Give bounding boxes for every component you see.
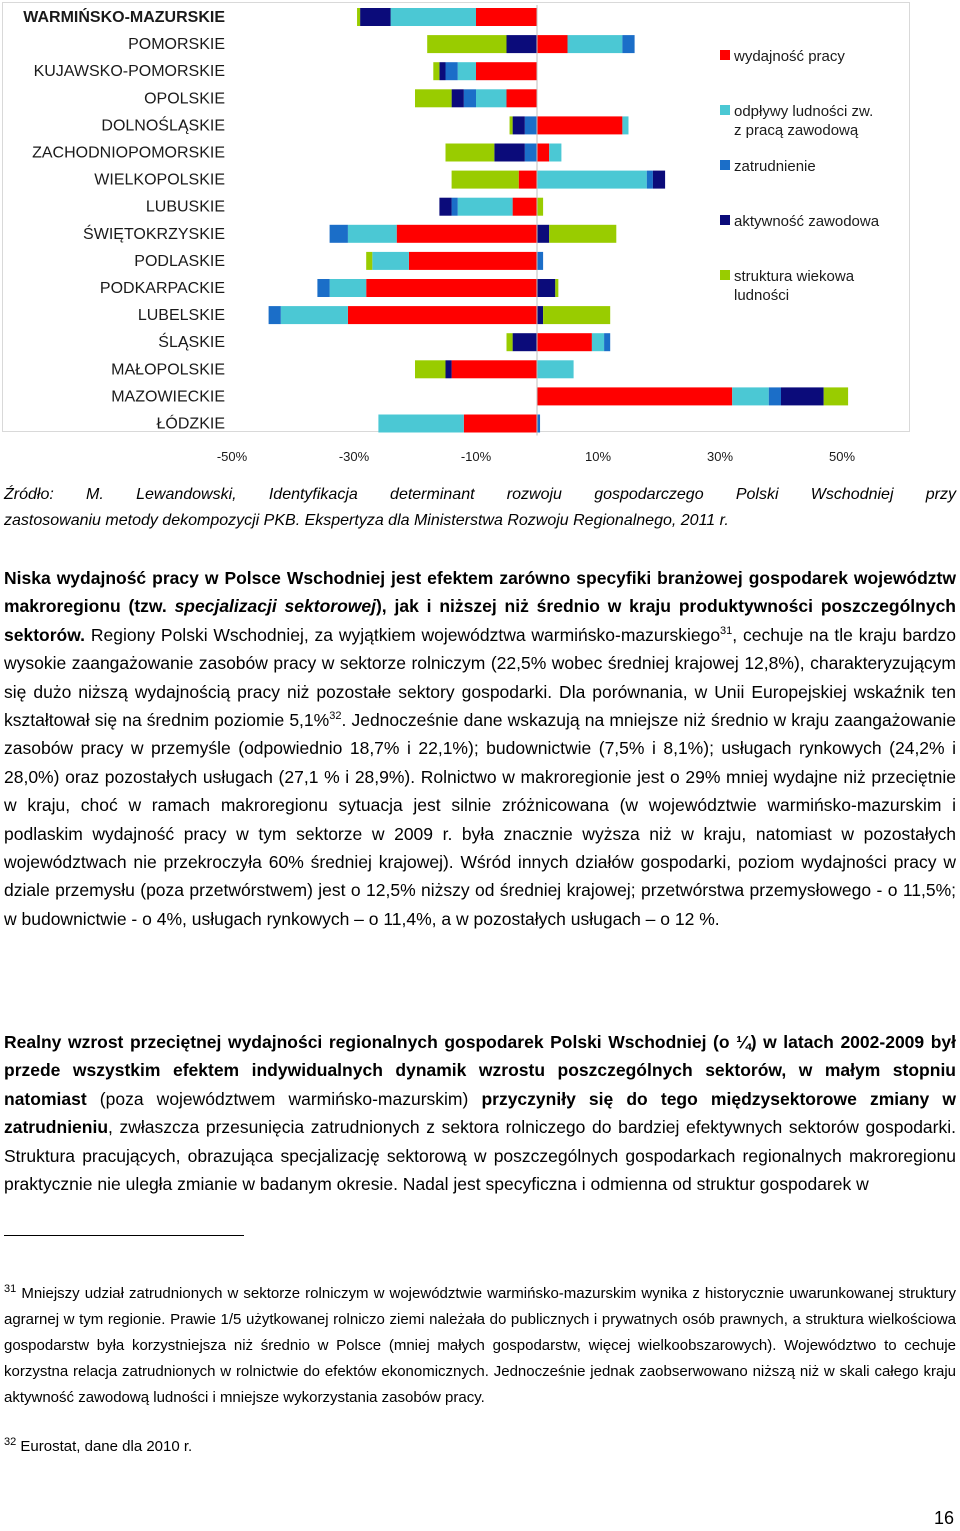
bar-segment xyxy=(446,144,495,162)
bar-segment xyxy=(537,144,549,162)
x-tick-label: 30% xyxy=(706,449,734,464)
bar-segment xyxy=(525,116,537,134)
category-label: PODKARPACKIE xyxy=(99,280,225,297)
bar-segment xyxy=(452,89,464,107)
legend-label: z pracą zawodową xyxy=(734,122,859,139)
bar-segment xyxy=(537,35,568,53)
paragraph-2 xyxy=(4,1028,956,1198)
x-tick-label: -10% xyxy=(460,449,492,464)
bar-segment xyxy=(537,198,543,216)
footnote-31 xyxy=(4,1281,956,1411)
x-tick-label: 10% xyxy=(584,449,612,464)
bar-segment xyxy=(592,333,604,351)
bar-segment xyxy=(781,387,824,405)
legend-label: odpływy ludności zw. xyxy=(734,103,874,120)
bar-segment xyxy=(537,225,549,243)
category-label: ŚLĄSKIE xyxy=(158,334,225,352)
legend-label: struktura wiekowa xyxy=(734,268,855,285)
legend-swatch xyxy=(720,50,730,60)
para2-text-1: (poza województwem warmińsko-mazurskim) xyxy=(86,1088,482,1109)
bar-segment xyxy=(494,144,525,162)
legend-swatch xyxy=(720,215,730,225)
bar-segment xyxy=(647,171,653,189)
bar-segment xyxy=(372,252,409,270)
para2-bold-1: Realny wzrost przeciętnej wydajności regionalnych gospodarek Polski Wschodniej (o ¼) w latach 2002-2009 był przede wszystkim efektem indywidualnych dynamik wzrostu poszczególnych sektorów, w małym stopniu natomiast xyxy=(4,1032,956,1109)
legend-swatch xyxy=(720,105,730,115)
category-label: WARMIŃSKO-MAZURSKIE xyxy=(23,9,225,26)
bar-segment xyxy=(458,198,513,216)
para1-bold-2: ), jak i niższej niż średnio w kraju produktywności poszczególnych sektorów. xyxy=(4,596,956,645)
bar-segment xyxy=(439,62,445,80)
paragraph-1 xyxy=(4,564,956,933)
x-tick-label: -50% xyxy=(216,449,248,464)
bar-segment xyxy=(348,225,397,243)
bar-segment xyxy=(513,116,525,134)
bar-segment xyxy=(622,35,634,53)
legend-label: aktywność zawodowa xyxy=(734,213,880,230)
bar-segment xyxy=(537,306,543,324)
bar-segment xyxy=(378,415,463,433)
bar-segment xyxy=(452,360,537,378)
bar-segment xyxy=(549,144,561,162)
category-label: ŁÓDZKIE xyxy=(156,415,225,433)
figure-source-caption xyxy=(4,482,956,534)
bar-segment xyxy=(555,279,558,297)
category-label: PODLASKIE xyxy=(134,252,225,270)
footnote-32-text: Eurostat, dane dla 2010 r. xyxy=(16,1438,193,1455)
bar-segment xyxy=(330,225,348,243)
bar-segment xyxy=(622,116,628,134)
bar-segment xyxy=(464,89,476,107)
bar-segment xyxy=(537,333,592,351)
category-label: OPOLSKIE xyxy=(144,90,225,108)
bar-segment xyxy=(537,116,622,134)
category-label: ŚWIĘTOKRZYSKIE xyxy=(83,225,225,243)
bar-segment xyxy=(824,387,848,405)
bar-segment xyxy=(348,306,537,324)
category-label: DOLNOŚLĄSKIE xyxy=(101,117,225,135)
bar-segment xyxy=(357,8,360,26)
bar-segment xyxy=(433,62,439,80)
para1-text-2: , cechuje na tle kraju bardzo wysokie zaangażowanie zasobów pracy w sektorze rolniczym (22,5% wobec średniej krajowej 12,8%), charakteryzującym się dużo niższą wydajnością pracy niż pozostałe sektory gospodarki. Dla porównania, w Unii Europejskiej wskaźnik ten kształtował się na średnim poziomie 5,1% xyxy=(4,624,956,731)
category-label: KUJAWSKO-POMORSKIE xyxy=(33,63,225,81)
bar-segment xyxy=(507,333,513,351)
x-tick-label: 50% xyxy=(828,449,856,464)
para1-text-1: Regiony Polski Wschodniej, za wyjątkiem województwa warmińsko-mazurskiego xyxy=(85,624,721,645)
bar-segment xyxy=(568,35,623,53)
bar-segment xyxy=(549,225,616,243)
footnote-rule xyxy=(4,1235,244,1236)
bar-segment xyxy=(537,279,555,297)
bar-segment xyxy=(464,415,537,433)
para1-bold-1: Niska wydajność pracy w Polsce Wschodniej jest efektem zarówno specyfiki branżowej gospodarek województw makroregionu (tzw. xyxy=(4,568,956,617)
bar-segment xyxy=(519,171,537,189)
bar-segment xyxy=(653,171,665,189)
bar-segment xyxy=(537,360,574,378)
category-label: LUBUSKIE xyxy=(145,198,225,216)
chart xyxy=(3,3,911,464)
legend-label: zatrudnienie xyxy=(734,158,816,175)
para1-text-3: . Jednocześnie dane wskazują na mniejsze niż średnio w kraju zaangażowanie zasobów pracy w przemyśle (odpowiednio 18,7% i 22,1%); budownictwie (7,5% i 8,1%); usługach rynkowych (24,2% i 28,0%) oraz pozostałych usługach (27,1 % i 28,9%). Rolnictwo w makroregionie jest o 29% mniej wydajne niż przeciętnie w kraju, choć w ramach makroregionu sytuacja jest silnie zróżnicowana (w województwie warmińsko-mazurskim i podlaskim wydajność pracy w tym sektorze w 2009 r. była znacznie wyższa niż w kraju, natomiast w pozostałych województwach nie przekroczyła 60% średniej krajowej). Wśród innych działów gospodarki, poziom wydajności pracy w dziale przemysłu (poza przetwórstwem) jest o 12,5% niższy od średniej krajowej; przetwórstwa przemysłowego - o 11,5%; w budownictwie - o 4%, usługach rynkowych – o 11,4%, a w pozostałych usługach – o 12 %. xyxy=(4,710,956,929)
bar-segment xyxy=(391,8,476,26)
bar-segment xyxy=(360,8,391,26)
page-number: 16 xyxy=(933,1508,954,1528)
bar-segment xyxy=(537,252,543,270)
bar-segment xyxy=(458,62,476,80)
bar-segment xyxy=(507,89,538,107)
para2-bold-2: przyczyniły się do tego międzysektorowe zmiany w zatrudnieniu xyxy=(4,1088,956,1138)
bar-segment xyxy=(446,360,452,378)
bar-segment xyxy=(769,387,781,405)
bar-segment xyxy=(317,279,329,297)
bar-segment xyxy=(446,62,458,80)
legend-label: wydajność pracy xyxy=(734,48,845,65)
caption-line-1: Źródło: M. Lewandowski, Identyfikacja determinant rozwoju gospodarczego Polski Wschodniej przy xyxy=(4,486,956,503)
category-label: LUBELSKIE xyxy=(137,307,225,325)
bar-segment xyxy=(269,306,281,324)
para2-text-2: , zwłaszcza przesunięcia zatrudnionych z sektora rolniczego do bardziej efektywnych sektorów gospodarki. Struktura pracujących, obrazująca specjalizację sektorową w poszczególnych gospodarkach regionalnych makroregionu praktycznie nie uległa zmianie w badanym okresie. Nadal jest specyficzna i odmienna od struktur gospodarek w xyxy=(4,1117,956,1195)
bar-segment xyxy=(476,89,507,107)
bar-segment xyxy=(525,144,537,162)
bar-segment xyxy=(513,198,537,216)
bar-segment xyxy=(732,387,769,405)
bar-segment xyxy=(439,198,451,216)
bar-segment xyxy=(366,279,537,297)
legend-label: ludności xyxy=(734,287,790,304)
caption-line-2: zastosowaniu metody dekompozycji PKB. Ekspertyza dla Ministerstwa Rozwoju Regionalnego, 2011 r. xyxy=(4,512,729,529)
category-label: WIELKOPOLSKIE xyxy=(94,171,225,189)
bar-segment xyxy=(415,360,446,378)
category-label: ZACHODNIOPOMORSKIE xyxy=(32,144,225,162)
bar-segment xyxy=(415,89,452,107)
bar-segment xyxy=(397,225,537,243)
bar-segment xyxy=(330,279,367,297)
bar-segment xyxy=(281,306,348,324)
bar-segment xyxy=(476,8,537,26)
bar-segment xyxy=(604,333,610,351)
para1-bold-italic: specjalizacji sektorowej xyxy=(174,596,376,617)
bar-segment xyxy=(452,198,458,216)
bar-segment xyxy=(427,35,506,53)
footnote-ref-32[interactable]: 32 xyxy=(329,710,342,723)
legend-swatch xyxy=(720,270,730,280)
footnote-31-text: Mniejszy udział zatrudnionych w sektorze rolniczym w województwie warmińsko-mazurskim wynika z historycznie uwarunkowanej struktury agrarnej w tym regionie. Prawie 1/5 użytkowanej rolniczo ziemi należała do publicznych i prywatnych osób prawnych, a struktura wielkościowa gospodarstw była korzystniejsza niż średnio w Polsce (mniej małych gospodarstw, więcej wielkoobszarowych). Województwo to cechuje korzystna relacja zatrudnionych w rolnictwie do efektów ekonomicznych. Jednocześnie jednak zaobserwowano niższą niż w skali całego kraju aktywność zawodową ludności i mniejsze wykorzystania zasobów pracy. xyxy=(4,1285,956,1406)
bar-segment xyxy=(537,387,732,405)
bar-segment xyxy=(366,252,372,270)
bar-segment xyxy=(513,333,537,351)
chart-frame xyxy=(2,2,910,464)
legend-swatch xyxy=(720,160,730,170)
footnote-32 xyxy=(4,1434,956,1460)
bar-segment xyxy=(476,62,537,80)
footnote-32-number: 32 xyxy=(4,1436,17,1448)
bar-segment xyxy=(452,171,519,189)
bar-segment xyxy=(537,171,647,189)
category-label: MAZOWIECKIE xyxy=(111,388,225,406)
category-label: MAŁOPOLSKIE xyxy=(111,361,225,379)
bar-segment xyxy=(409,252,537,270)
footnote-ref-31[interactable]: 31 xyxy=(720,624,733,637)
bar-segment xyxy=(543,306,610,324)
footnote-31-number: 31 xyxy=(4,1283,17,1295)
bar-segment xyxy=(510,116,513,134)
x-tick-label: -30% xyxy=(338,449,370,464)
bar-segment xyxy=(507,35,538,53)
category-label: POMORSKIE xyxy=(128,36,225,54)
